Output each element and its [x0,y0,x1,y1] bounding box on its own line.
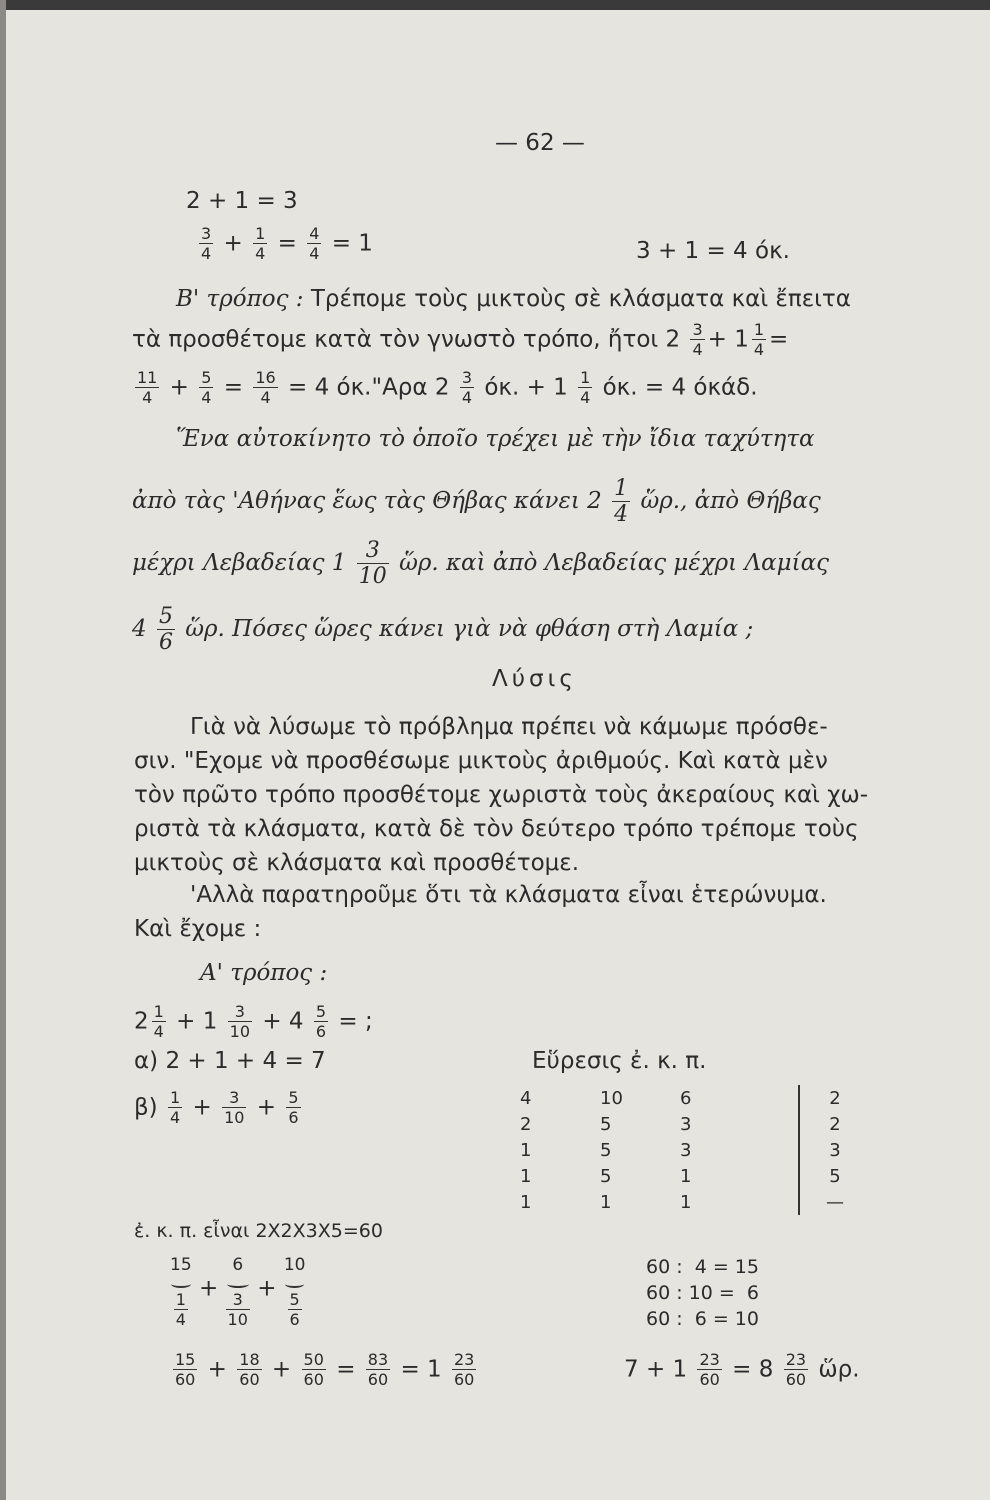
lcm-table-title: Εὕρεσις ἐ. κ. π. [532,1048,707,1074]
table-gap [760,1085,799,1111]
method-b-line2: τὰ προσθέτομε κατὰ τὸν γνωστὸ τρόπο, ἤτοι 2 $\frac{3}{4}$ + 1 $\frac{1}{4}$ = [132,320,789,359]
table-cell: 6 [680,1087,692,1109]
lcm-table [520,1085,870,1215]
table-divisor-cell: 3 [799,1137,870,1163]
table-cell: 1 [680,1191,692,1213]
solution-para-line6: 'Αλλὰ παρατηροῦμε ὅτι τὰ κλάσματα εἶναι ἑτερώνυμα. [190,882,827,908]
final-sum: $\frac{15}{60}$ + $\frac{18}{60}$ + $\frac{50}{60}$ = $\frac{83}{60}$ = 1 $\frac{23}{60}$ [175,1350,475,1389]
table-cell: 1 [600,1191,612,1213]
lcm-result: ἐ. κ. π. εἶναι 2Χ2Χ3Χ5=60 [134,1220,383,1242]
method-a-sum: 2 $\frac{1}{4}$ + 1 $\frac{3}{10}$ + 4 $\frac{5}{6}$ = ; [134,1002,373,1041]
division-line: 60 : 10 = 6 [646,1282,759,1304]
method-a-label: Α' τρόπος : [200,960,328,986]
method-b-line1: Β' τρόπος : Τρέπομε τοὺς μικτοὺς σὲ κλάσματα καὶ ἔπειτα [176,286,851,312]
table-row [520,1189,870,1215]
table-gap [760,1163,799,1189]
solution-para-line1: Γιὰ νὰ λύσωμε τὸ πρόβλημα πρέπει νὰ κάμωμε πρόσθε- [190,714,828,740]
problem-line4: 4 $\frac{5}{6}$ ὥρ. Πόσες ὥρες κάνει γιὰ νὰ φθάση στὴ Λαμία ; [132,604,754,655]
table-cell: 2 [520,1113,532,1135]
equation-integers: 2 + 1 = 3 [186,188,298,214]
solution-para-line3: τὸν πρῶτο τρόπο προσθέτομε χωριστὰ τοὺς ἀκεραίους καὶ χω- [134,782,869,808]
table-row [520,1137,870,1163]
table-cell: 3 [680,1113,692,1135]
table-cell: 10 [600,1087,623,1109]
equation-fractions: $\frac{3}{4}$ + $\frac{1}{4}$ = $\frac{4}{4}$ = 1 [201,224,373,263]
table-cell: 4 [520,1087,532,1109]
equation-total: 3 + 1 = 4 όκ. [636,238,790,264]
table-cell: 1 [520,1191,532,1213]
method-a-alpha: α) 2 + 1 + 4 = 7 [134,1048,326,1074]
solution-para-line7: Καὶ ἔχομε : [134,916,262,942]
solution-para-line5: μικτοὺς σὲ κλάσματα καὶ προσθέτομε. [134,850,580,876]
final-answer: 7 + 1 $\frac{23}{60}$ = 8 $\frac{23}{60}$ ὥρ. [624,1350,860,1389]
method-b-label: Β' τρόπος : [176,286,304,312]
division-list [646,1254,759,1332]
solution-para-line2: σιν. "Εχομε νὰ προσθέσωμε μικτοὺς ἀριθμούς. Καὶ κατὰ μὲν [134,748,828,774]
table-divisor-cell: 2 [799,1085,870,1111]
method-b-line3: $\frac{11}{4}$ + $\frac{5}{4}$ = $\frac{16}{4}$ = 4 όκ."Αρα 2 $\frac{3}{4}$ όκ. + 1 $\frac{1}{4}$ όκ. = 4 όκάδ. [137,368,758,407]
page-left-edge [0,0,6,1500]
division-line: 60 : 6 = 10 [646,1308,759,1330]
table-cell: 1 [520,1139,532,1161]
table-cell: 1 [520,1165,532,1187]
table-cell: 3 [680,1139,692,1161]
table-row [520,1163,870,1189]
table-cell: 5 [600,1139,612,1161]
table-divisor-cell: 2 [799,1111,870,1137]
table-gap [760,1189,799,1215]
problem-line2: ἀπὸ τὰς 'Αθήνας ἕως τὰς Θήβας κάνει 2 $\frac{1}{4}$ ὥρ., ἀπὸ Θήβας [132,476,821,527]
page-top-edge [0,0,990,10]
table-gap [760,1137,799,1163]
table-cell: 5 [600,1165,612,1187]
table-cell: 5 [600,1113,612,1135]
fractions-with-multipliers: 15 $\frac{1}{4}$ + 6 $\frac{3}{10}$ + 10 $\frac{5}{6}$ [170,1255,306,1329]
method-a-beta: β) $\frac{1}{4}$ + $\frac{3}{10}$ + $\frac{5}{6}$ [134,1088,299,1127]
table-gap [760,1111,799,1137]
page-number: — 62 — [495,130,585,156]
problem-line3: μέχρι Λεβαδείας 1 $\frac{3}{10}$ ὥρ. καὶ ἀπὸ Λεβαδείας μέχρι Λαμίας [132,538,830,589]
solution-title: Λύσις [492,666,577,692]
division-line: 60 : 4 = 15 [646,1256,759,1278]
table-divisor-cell: — [799,1189,870,1215]
problem-line1: Ἕνα αὐτοκίνητο τὸ ὁποῖο τρέχει μὲ τὴν ἴδια ταχύτητα [176,426,815,452]
table-row [520,1111,870,1137]
table-cell: 1 [680,1165,692,1187]
table-divisor-cell: 5 [799,1163,870,1189]
solution-para-line4: ριστὰ τὰ κλάσματα, κατὰ δὲ τὸν δεύτερο τρόπο τρέπομε τοὺς [134,816,859,842]
table-row [520,1085,870,1111]
